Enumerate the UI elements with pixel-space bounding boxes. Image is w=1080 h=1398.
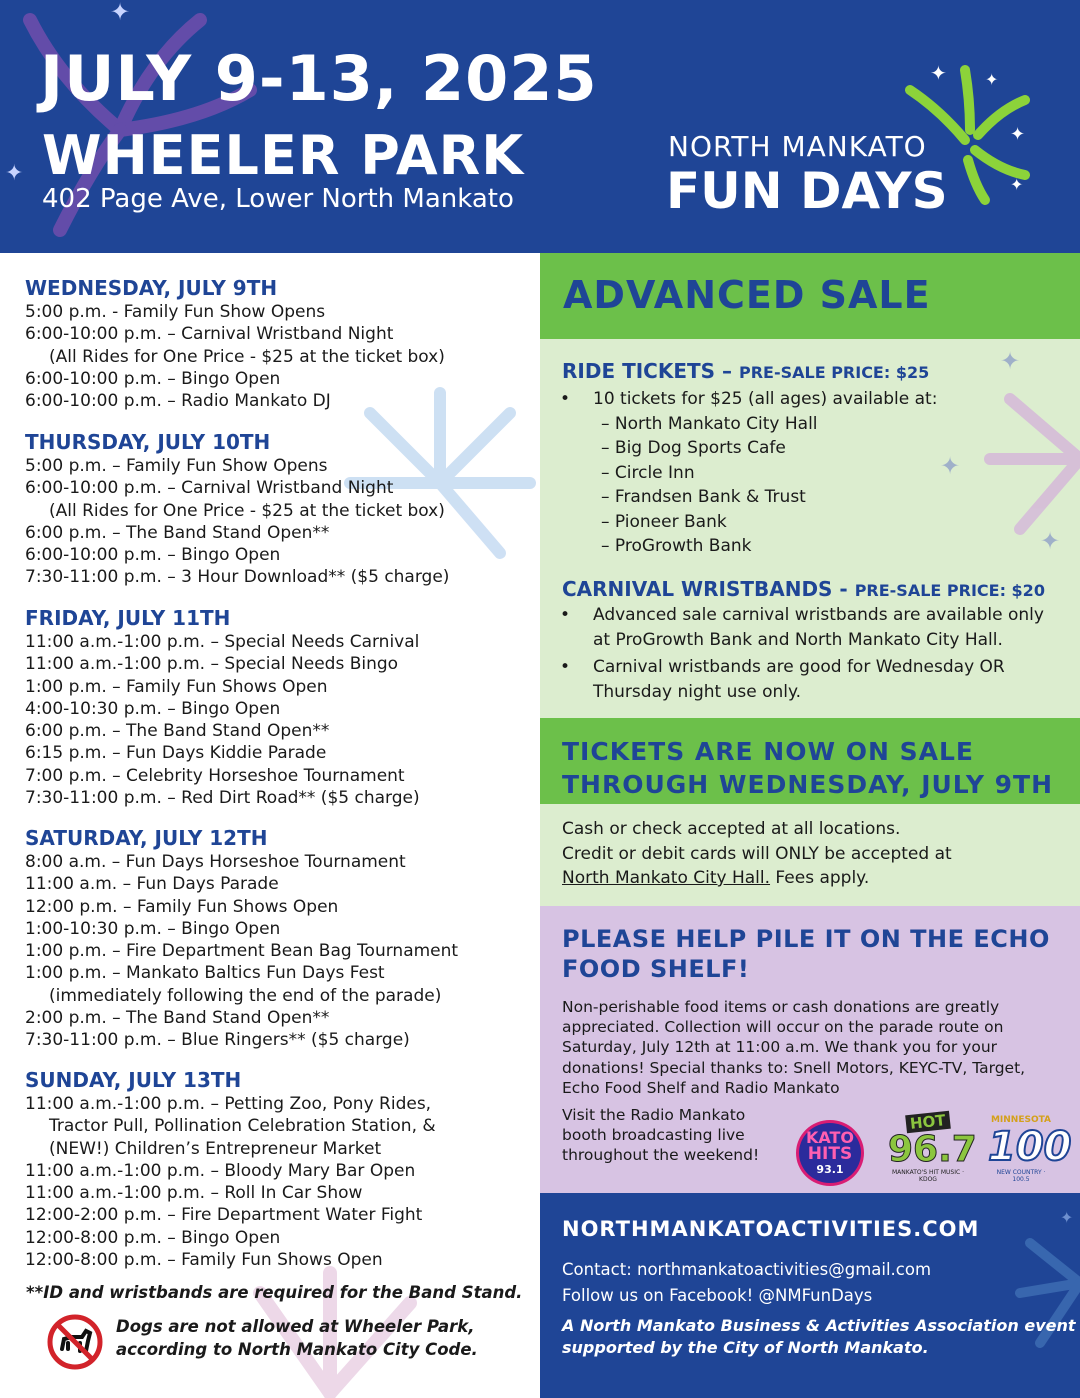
logo-text: MINNESOTA <box>990 1115 1052 1125</box>
event-item: 8:00 a.m. – Fun Days Horseshoe Tournament <box>25 852 406 872</box>
event-address: 402 Page Ave, Lower North Mankato <box>42 184 514 214</box>
bullet-dot: • <box>560 605 571 625</box>
radio-line: Visit the Radio Mankato <box>562 1106 746 1124</box>
contact-footer <box>540 1193 1080 1398</box>
food-shelf-body <box>562 997 1025 1098</box>
event-item: 12:00-8:00 p.m. – Bingo Open <box>25 1227 281 1248</box>
no-dogs-line: according to North Mankato City Code. <box>116 1340 478 1359</box>
day-sunday <box>25 1067 436 1271</box>
title-line: PLEASE HELP PILE IT ON THE ECHO <box>562 925 1050 953</box>
website-link[interactable]: NORTHMANKATOACTIVITIES.COM <box>562 1217 980 1241</box>
payment-line: Cash or check accepted at all locations. <box>562 819 901 839</box>
logo-fun-days: FUN DAYS <box>666 162 948 220</box>
event-item: 6:00 p.m. – The Band Stand Open** <box>25 522 330 543</box>
payment-info <box>540 804 1080 906</box>
event-item: 6:00-10:00 p.m. – Bingo Open <box>25 545 281 566</box>
radio-booth-text <box>562 1105 759 1166</box>
payment-line <box>562 866 952 891</box>
event-item: 6:00 p.m. – The Band Stand Open** <box>25 721 330 742</box>
svg-text:✦: ✦ <box>985 70 999 89</box>
svg-text:✦: ✦ <box>1010 175 1024 194</box>
association-credit <box>562 1315 1076 1359</box>
svg-text:✦: ✦ <box>930 61 947 85</box>
event-dates: JULY 9-13, 2025 <box>40 42 598 115</box>
logo-text: 96.7 <box>888 1129 977 1170</box>
food-shelf-section <box>540 906 1080 1193</box>
food-shelf-title <box>562 924 1050 984</box>
svg-text:✦: ✦ <box>1010 124 1026 145</box>
day-thursday <box>25 429 449 589</box>
event-item: 7:30-11:00 p.m. – Red Dirt Road** ($5 charge) <box>25 788 420 809</box>
radio-line: booth broadcasting live <box>562 1126 745 1145</box>
ticket-location: – Circle Inn <box>601 463 695 483</box>
svg-text:✦: ✦ <box>1060 1208 1074 1227</box>
credit-line: supported by the City of North Mankato. <box>562 1338 929 1357</box>
wristband-line: Carnival wristbands are good for Wednesday OR <box>593 657 1005 677</box>
svg-text:✦: ✦ <box>5 161 24 186</box>
radio-line: throughout the weekend! <box>562 1146 760 1165</box>
tickets-on-sale-header <box>540 718 1080 804</box>
event-item: 6:00-10:00 p.m. – Bingo Open <box>25 368 281 389</box>
heading-price: PRE-SALE PRICE: $20 <box>854 581 1045 600</box>
event-venue: WHEELER PARK <box>42 124 525 187</box>
city-hall-link[interactable]: North Mankato City Hall. <box>562 868 771 888</box>
event-item: 7:30-11:00 p.m. – 3 Hour Download** ($5 charge) <box>25 567 450 588</box>
tickets-on-sale-title <box>562 735 1053 801</box>
event-item: 1:00-10:30 p.m. – Bingo Open <box>25 918 281 939</box>
ticket-location: – Frandsen Bank & Trust <box>601 487 806 507</box>
event-item: 12:00-8:00 p.m. – Family Fun Shows Open <box>25 1250 383 1271</box>
event-note: (All Rides for One Price - $25 at the ticket box) <box>49 346 445 367</box>
logo-north-mankato: NORTH MANKATO <box>668 130 927 163</box>
event-item: 11:00 a.m.-1:00 p.m. – Roll In Car Show <box>25 1183 363 1204</box>
title-line: TICKETS ARE NOW ON SALE <box>562 737 974 766</box>
no-dogs-notice <box>116 1315 478 1361</box>
event-note: (All Rides for One Price - $25 at the ticket box) <box>49 500 445 521</box>
title-line: THROUGH WEDNESDAY, JULY 9TH <box>562 770 1054 799</box>
body-line: Saturday, July 12th at 11:00 a.m. We thank you for your <box>562 1038 998 1057</box>
event-item: 11:00 a.m. – Fun Days Parade <box>25 874 279 895</box>
event-note: Tractor Pull, Pollination Celebration Station, & <box>49 1116 436 1137</box>
kato-hits-logo <box>796 1120 864 1186</box>
no-dogs-line: Dogs are not allowed at Wheeler Park, <box>116 1317 475 1336</box>
event-item: 12:00-2:00 p.m. – Fire Department Water Fight <box>25 1205 423 1226</box>
logo-text: 100 <box>988 1124 1072 1170</box>
event-item: 7:30-11:00 p.m. – Blue Ringers** ($5 charge) <box>25 1030 410 1051</box>
bullet-dot: • <box>560 389 571 409</box>
ticket-location: – Pioneer Bank <box>601 512 727 532</box>
heading-price: PRE-SALE PRICE: $25 <box>738 363 930 382</box>
advanced-sale-header <box>540 253 1080 339</box>
ride-tickets-heading <box>562 359 929 383</box>
logo-text: KATO <box>805 1128 855 1147</box>
wristbands-heading <box>562 577 1045 601</box>
day-title: WEDNESDAY, JULY 9TH <box>25 276 278 300</box>
event-item: 6:00-10:00 p.m. – Carnival Wristband Night <box>25 478 394 499</box>
event-item: 12:00 p.m. – Family Fun Shows Open <box>25 896 339 917</box>
body-line: donations! Special thanks to: Snell Motors, KEYC-TV, Target, <box>562 1058 1026 1077</box>
svg-text:✦: ✦ <box>1040 527 1061 555</box>
event-item: 2:00 p.m. – The Band Stand Open** <box>25 1008 330 1029</box>
minnesota-100-logo <box>988 1115 1072 1187</box>
event-item: 5:00 p.m. – Family Fun Show Opens <box>25 456 328 476</box>
wristband-line: at ProGrowth Bank and North Mankato City Hall. <box>593 629 1003 650</box>
event-item: 5:00 p.m. - Family Fun Show Opens <box>25 302 326 322</box>
day-title: SUNDAY, JULY 13TH <box>25 1068 242 1092</box>
info-column <box>540 253 1080 1398</box>
advanced-sale-body <box>540 339 1080 718</box>
bullet-dot: • <box>560 657 571 677</box>
svg-text:✦: ✦ <box>1000 347 1021 375</box>
schedule-column <box>0 253 540 1398</box>
facebook-handle[interactable]: Follow us on Facebook! @NMFunDays <box>562 1286 873 1305</box>
event-item: 11:00 a.m.-1:00 p.m. – Special Needs Carnival <box>25 632 420 652</box>
event-item: 6:00-10:00 p.m. – Carnival Wristband Night <box>25 324 394 345</box>
no-dogs-icon <box>46 1313 104 1371</box>
event-note: (immediately following the end of the parade) <box>49 985 442 1006</box>
payment-line: Credit or debit cards will ONLY be accepted at <box>562 843 952 864</box>
wristband-info <box>593 603 1044 652</box>
contact-info <box>562 1257 931 1309</box>
event-item: 6:15 p.m. – Fun Days Kiddie Parade <box>25 743 327 764</box>
logo-text: 93.1 <box>816 1163 844 1176</box>
logo-text: NEW COUNTRY · 100.5 <box>996 1169 1046 1183</box>
ticket-location: – Big Dog Sports Cafe <box>601 438 786 458</box>
day-title: FRIDAY, JULY 11TH <box>25 606 231 630</box>
event-item: 4:00-10:30 p.m. – Bingo Open <box>25 698 281 719</box>
credit-line: A North Mankato Business & Activities Association event <box>562 1316 1076 1335</box>
body-line: Non-perishable food items or cash donations are greatly <box>562 998 1000 1016</box>
event-item: 7:00 p.m. – Celebrity Horseshoe Tournament <box>25 765 405 786</box>
event-item: 1:00 p.m. – Mankato Baltics Fun Days Fest <box>25 963 385 984</box>
event-item: 6:00-10:00 p.m. – Radio Mankato DJ <box>25 391 331 412</box>
logo-text: HITS <box>807 1144 853 1164</box>
event-item: 1:00 p.m. – Fire Department Bean Bag Tournament <box>25 941 459 962</box>
event-item: 1:00 p.m. – Family Fun Shows Open <box>25 676 328 697</box>
day-title: SATURDAY, JULY 12TH <box>25 826 268 850</box>
event-item: 11:00 a.m.-1:00 p.m. – Bloody Mary Bar Open <box>25 1160 416 1181</box>
ticket-location: – North Mankato City Hall <box>601 414 818 434</box>
svg-text:✦: ✦ <box>940 452 961 480</box>
title-line: FOOD SHELF! <box>562 955 750 983</box>
logo-text: HOT <box>905 1111 950 1133</box>
body-line: appreciated. Collection will occur on the parade route on <box>562 1018 1004 1037</box>
event-note: (NEW!) Children’s Entrepreneur Market <box>49 1138 382 1159</box>
ride-ticket-info: 10 tickets for $25 (all ages) available at: <box>593 389 938 409</box>
payment-text <box>562 817 952 891</box>
ticket-location: – ProGrowth Bank <box>601 536 752 556</box>
day-title: THURSDAY, JULY 10TH <box>25 430 271 454</box>
wristband-line: Thursday night use only. <box>593 681 802 702</box>
band-stand-footnote: **ID and wristbands are required for the Band Stand. <box>26 1283 523 1302</box>
event-item: 11:00 a.m.-1:00 p.m. – Petting Zoo, Pony Rides, <box>25 1094 432 1114</box>
hot-967-logo <box>888 1111 977 1183</box>
day-saturday <box>25 825 458 1052</box>
advanced-sale-title: ADVANCED SALE <box>563 273 931 317</box>
event-item: 11:00 a.m.-1:00 p.m. – Special Needs Bingo <box>25 654 399 675</box>
day-friday <box>25 605 420 809</box>
header-banner <box>0 0 1080 253</box>
payment-line-rest: Fees apply. <box>770 868 870 888</box>
heading-label: CARNIVAL WRISTBANDS - <box>562 577 855 601</box>
wristband-info <box>593 655 1005 704</box>
fireworks-decoration-purple <box>920 339 1080 579</box>
contact-email[interactable]: Contact: northmankatoactivities@gmail.com <box>562 1260 932 1279</box>
logo-text: MANKATO'S HIT MUSIC · KDOG <box>892 1169 964 1183</box>
svg-text:✦: ✦ <box>110 0 131 26</box>
heading-label: RIDE TICKETS – <box>562 359 739 383</box>
day-wednesday <box>25 275 445 412</box>
body-line: Echo Food Shelf and Radio Mankato <box>562 1078 840 1097</box>
wristband-line: Advanced sale carnival wristbands are available only <box>593 605 1044 625</box>
